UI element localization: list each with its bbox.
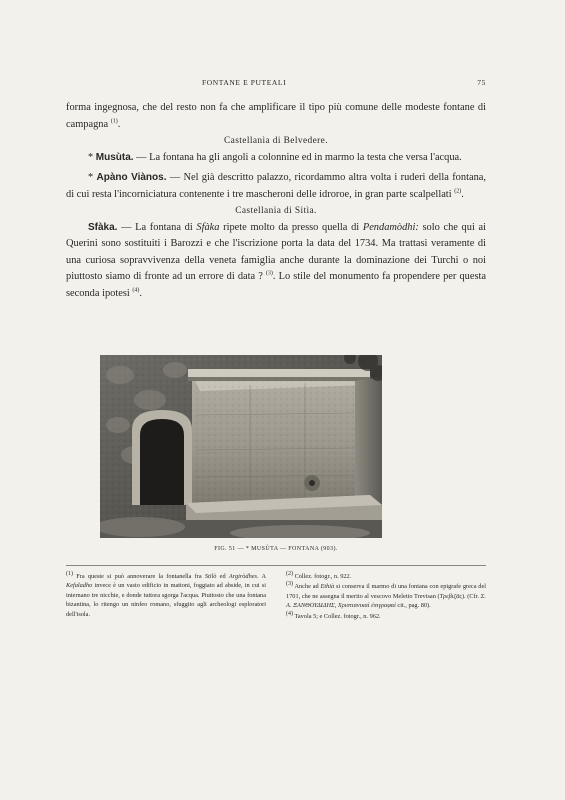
entry-text-sfaka-a: — La fontana di [117,221,197,233]
footnote-1-place-stilo: Stilò [204,573,217,580]
footnote-1-text-b: ed [216,573,229,580]
footnotes-right-column [286,572,486,622]
footnote-divider [66,565,486,566]
running-head [66,78,486,87]
footnote-3-place-ethia: Ethià [320,583,335,591]
footnote-2-mark: (2) [286,570,293,577]
entry-text-sfaka-b: ripete molto da presso quella di [219,221,363,233]
footnote-4 [286,612,486,621]
footnote-3-text-c: ). (Cfr. [461,592,481,600]
section-title-belvedere: Castellanìa di Belvedere. [224,136,328,146]
entry-star: * [88,151,96,163]
footnote-1-mark: (1) [66,570,73,577]
footnote-4-text: Tavola 5; e Collez. fotogr., n. 962. [293,612,381,620]
entry-text-sfaka-d: . Lo stile del monumento fa propendere per questa seconda ipotesi [66,271,486,299]
entry-apano-vianos: * Apàno Viànos. — Nel già descritto palazzo, ricordammo altra volta i ruderi della fontana, di cui resta l'incorniciatura contenente i tre mascheroni delle idroroe, in gran parte scalpellati $^{(2)}$. [66,172,486,200]
running-title: FONTANE E PUTEALI [202,78,287,87]
footnote-ref-4: (4) [132,287,140,294]
footnote-3 [286,582,486,610]
footnote-3-greek-name: Τρεβιζᾶς [439,592,462,600]
entry-name-musuta: Musùta. [95,151,134,163]
section-title-sitia: Castellanìa di Sitìa. [235,206,317,216]
figure-caption: FIG. 51 — * MUSÙTA — FONTANA (903). [214,546,338,552]
footnotes [66,572,486,622]
entry-text-musuta: — La fontana ha gli angoli a colonnine ed in marmo la testa che versa l'acqua. [133,151,462,163]
footnote-3-text-d: cit., pag. 80). [395,602,431,610]
entry-name-apano-vianos: Apàno Viànos. [96,172,167,183]
footnote-1-text-c: . A [256,573,266,580]
footnote-3-greek-citation: Σ. Α. ΞΑΝΘΟΥΔΙΔΗΣ, Χριστιανικαὶ ἐπιγραφαί [286,592,486,610]
place-sfaka: Sfàka [196,221,220,233]
footnote-3-text-a: Anche ad [293,583,321,591]
intro-paragraph: forma ingegnosa, che del resto non fa che amplificare il tipo più comune delle modeste fontane di campagna $^{(1)}$. [66,102,486,130]
footnote-1 [66,572,266,619]
footnote-1-text-a: Fra queste si può annoverare la fontanella fra [73,573,205,580]
footnote-2 [286,572,486,581]
intro-text: forma ingegnosa, che del resto non fa che amplificare il tipo più comune delle modeste fontane di campagna [66,102,486,130]
footnote-ref-3: (3) [265,270,273,277]
footnote-ref-1: (1) [110,118,118,125]
entry-text-apano-vianos: — Nel già descritto palazzo, ricordammo altra volta i ruderi della fontana, di cui resta l'incorniciatura contenente i tre mascheroni delle idroroe, in gran parte scalpellati [66,172,486,200]
main-text [66,100,486,302]
footnote-3-mark: (3) [286,581,293,588]
fountain-photograph [100,355,382,538]
place-pendamodhi: Pendamòdhi: [362,221,419,233]
footnote-ref-2: (2) [454,188,462,195]
entry-name-sfaka: Sfàka. [88,221,118,233]
entry-musuta [66,150,486,167]
footnote-1-place-kefaladho: Kefaladho [66,582,93,590]
footnotes-left-column [66,572,266,622]
footnote-4-mark: (4) [286,610,293,617]
entry-text-sfaka-c: solo che qui ai Querini sono sostituiti i Barozzi e che l'iscrizione porta la data del 1734. Ma trattasi veramente di una curiosa sopravvivenza della veneta famiglia anche durante la dominazione dei Turchi o noi piuttosto siamo di fronte ad un errore di data ? [66,221,486,282]
entry-sfaka: Sfàka. — La fontana di Sfàka ripete molto da presso quella di Pendamòdhi: solo che qui ai Querini sono sostituiti i Barozzi e che l'iscrizione porta la data del 1734. Ma trattasi veramente di una curiosa sopravvivenza della veneta famiglia anche durante la dominazione dei Turchi o noi piuttosto siamo di fronte ad un errore di data ? $^{(3)}$. Lo stile del monumento fa propendere per questa seconda ipotesi $^{(4)}$. [66,221,486,299]
footnote-2-text: Collez. fotogr., n. 922. [293,573,352,580]
footnote-1-text-d: invece è un vasto edificio in mattoni, foggiato ad abside, in cui si internano tre nicchie, e donde tuttora sgorga l'acqua. Piuttosto che una fontana bizantina, lo ritengo un ninfeo romano, sfuggito agli archeologi esploratori dell'isola. [66,582,266,618]
fountain-photo-image [100,355,382,538]
page-number: 75 [477,78,486,87]
footnote-1-place-argirodhes: Argiròdhes [228,573,257,580]
entry-star: * [88,172,97,183]
footnote-3-text-b: si conserva il marmo di una fontana con epigrafe greca del 1701, che ne assegna il merito al vescovo Meletio Trevisan ( [286,583,486,600]
